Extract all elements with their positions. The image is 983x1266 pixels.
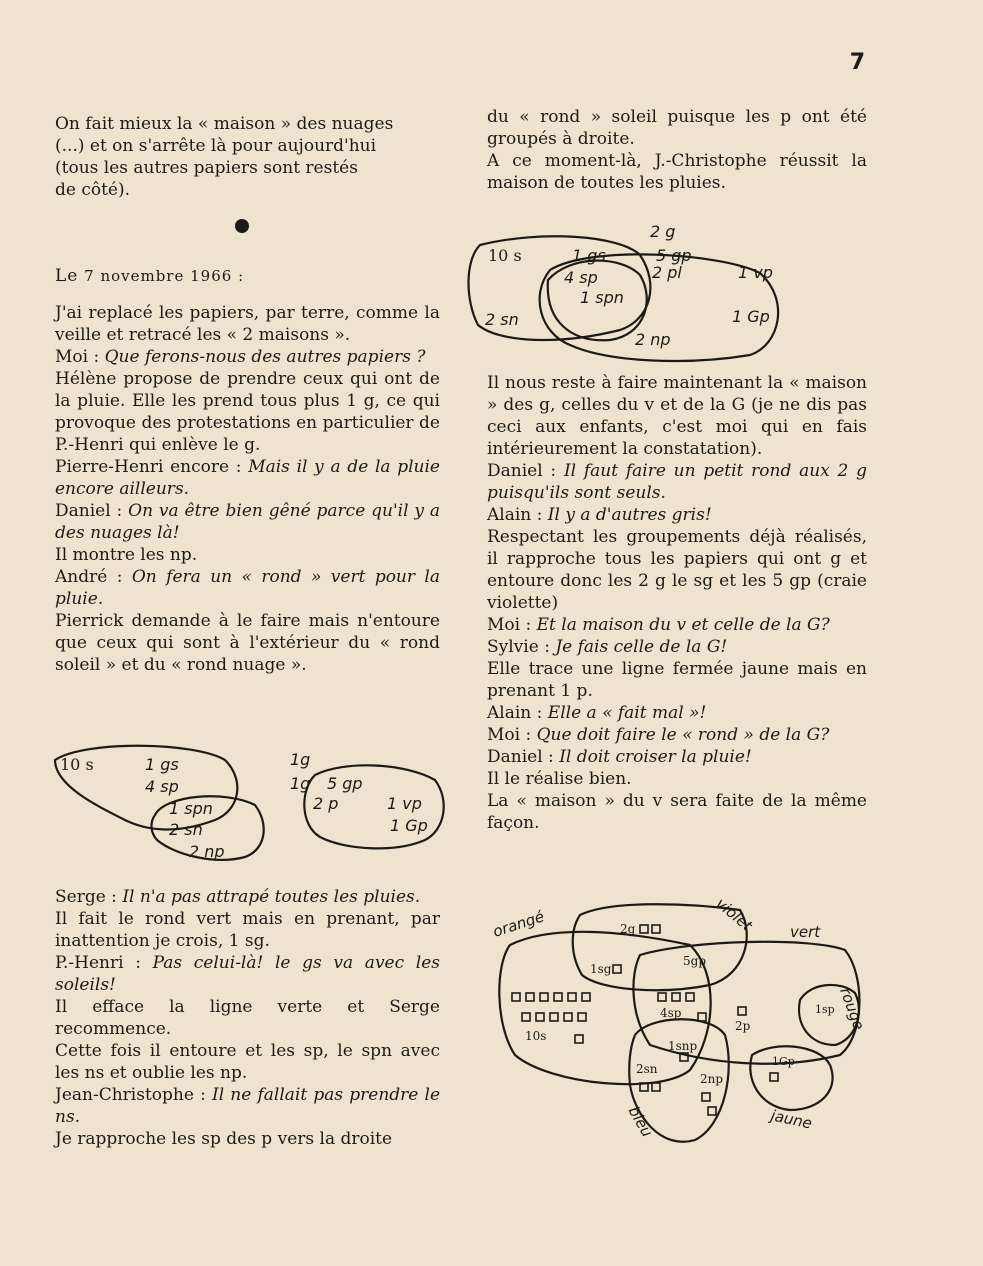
label: 10 s bbox=[488, 246, 522, 265]
label: 1 vp bbox=[738, 263, 773, 282]
dialogue-sylvie bbox=[487, 636, 867, 658]
speaker: Daniel : bbox=[55, 501, 123, 521]
label: 2 np bbox=[189, 842, 225, 861]
violet-set bbox=[573, 904, 747, 990]
speech: Il n'a pas attrapé toutes les pluies. bbox=[122, 887, 421, 907]
label: 5gp bbox=[683, 954, 706, 968]
speaker: Pierre-Henri encore : bbox=[55, 457, 242, 477]
right-body-upper bbox=[487, 106, 867, 194]
speech: On va être bien gêné parce qu'il y a des nuages là! bbox=[55, 501, 441, 543]
dialogue-daniel-1 bbox=[55, 500, 440, 544]
paragraph-efface: Il efface la ligne verte et Serge recommence. bbox=[55, 997, 440, 1039]
speaker: André : bbox=[55, 567, 123, 587]
paragraph-respectant: Respectant les groupements déjà réalisés, il rapproche tous les papiers qui ont g et entoure donc les 2 g le sg et les 5 gp (craie violette) bbox=[487, 527, 867, 613]
paragraph-maison-v: La « maison » du v sera faite de la même façon. bbox=[487, 791, 867, 833]
speaker: Moi : bbox=[487, 615, 532, 635]
label: 2p bbox=[735, 1019, 751, 1033]
label: 1 spn bbox=[580, 288, 624, 307]
label: 2 g bbox=[650, 222, 676, 241]
label: 10s bbox=[525, 1029, 547, 1043]
paragraph-montre: Il montre les np. bbox=[55, 545, 198, 565]
paragraph-helene: Hélène propose de prendre ceux qui ont de la pluie. Elle les prend tous plus 1 g, ce qui provoque des protestations en particulier de P.-Henri qui enlève le g. bbox=[55, 369, 440, 455]
speech: Il y a d'autres gris! bbox=[547, 505, 712, 525]
speaker: Daniel : bbox=[487, 461, 557, 481]
dialogue-andre bbox=[55, 566, 440, 610]
speaker: Serge : bbox=[55, 887, 117, 907]
intro-line-4: de côté). bbox=[55, 180, 131, 200]
dialogue-serge bbox=[55, 886, 440, 908]
paragraph-pierrick: Pierrick demande à le faire mais n'entoure que ceux qui sont à l'extérieur du « rond soleil » et du « rond nuage ». bbox=[55, 611, 440, 675]
set-label-green: vert bbox=[790, 923, 821, 941]
label: 2 np bbox=[635, 330, 671, 349]
label: 1 vp bbox=[387, 794, 422, 813]
paragraph-elle-trace: Elle trace une ligne fermée jaune mais en prenant 1 p. bbox=[487, 659, 867, 701]
label: 1 Gp bbox=[390, 816, 428, 835]
date-heading bbox=[55, 266, 244, 286]
label: 1 gs bbox=[572, 246, 606, 265]
page-number: 7 bbox=[849, 50, 865, 75]
set-label-yellow: jaune bbox=[769, 1106, 814, 1133]
label: 1sp bbox=[815, 1003, 835, 1016]
label: 1 Gp bbox=[732, 307, 770, 326]
speech: Je fais celle de la G! bbox=[555, 637, 728, 657]
dialogue-pierre-henri bbox=[55, 456, 440, 500]
dialogue-moi-2 bbox=[487, 614, 867, 636]
speech: Il ne fallait pas prendre le ns. bbox=[55, 1085, 441, 1127]
speaker: Moi : bbox=[487, 725, 532, 745]
paragraph-realise: Il le réalise bien. bbox=[487, 769, 632, 789]
paragraph-cette-fois: Cette fois il entoure et les sp, le spn avec les ns et oublie les np. bbox=[55, 1041, 440, 1083]
speech: Que ferons-nous des autres papiers ? bbox=[104, 347, 426, 367]
left-body-upper bbox=[55, 302, 440, 676]
dialogue-moi-1 bbox=[55, 346, 440, 368]
paragraph-du-rond: du « rond » soleil puisque les p ont été groupés à droite. bbox=[487, 107, 867, 149]
set-label-blue: bleu bbox=[624, 1103, 657, 1141]
paragraph-jc-reussit: A ce moment-là, J.-Christophe réussit la maison de toutes les pluies. bbox=[487, 151, 867, 193]
speech: Pas celui-là! le gs va avec les soleils! bbox=[55, 953, 441, 995]
venn-diagram-rain-left bbox=[45, 740, 275, 870]
label: 1snp bbox=[668, 1039, 698, 1053]
label: 5 gp bbox=[656, 246, 692, 265]
dialogue-alain-2 bbox=[487, 702, 867, 724]
speaker: Alain : bbox=[487, 703, 543, 723]
date-text: 7 novembre 1966 : bbox=[78, 267, 245, 285]
speech: Et la maison du v et celle de la G? bbox=[536, 615, 830, 635]
label: 4 sp bbox=[564, 268, 598, 287]
dialogue-daniel-2 bbox=[487, 460, 867, 504]
label: 4sp bbox=[660, 1006, 682, 1020]
paragraph-rapproche: Je rapproche les sp des p vers la droite bbox=[55, 1129, 393, 1149]
speech: Que doit faire le « rond » de la G? bbox=[536, 725, 830, 745]
dialogue-alain-1 bbox=[487, 504, 867, 526]
label: 1sg bbox=[590, 962, 612, 976]
paragraph-rond-vert: Il fait le rond vert mais en prenant, par inattention je crois, 1 sg. bbox=[55, 909, 440, 951]
dialogue-moi-3 bbox=[487, 724, 867, 746]
venn-diagram-colors bbox=[490, 895, 890, 1155]
speech: On fera un « rond » vert pour la pluie. bbox=[55, 567, 440, 609]
label: 5 gp bbox=[327, 774, 363, 793]
dialogue-p-henri bbox=[55, 952, 440, 996]
paragraph-reste: Il nous reste à faire maintenant la « maison » des g, celles du v et de la G (je ne dis pas ceci aux enfants, c'est moi qui en fais intérieurement la constatation). bbox=[487, 373, 867, 459]
label: 10 s bbox=[60, 755, 94, 774]
speech: Il doit croiser la pluie! bbox=[559, 747, 752, 767]
intro-paragraph bbox=[55, 113, 440, 201]
dialogue-jean-christophe bbox=[55, 1084, 440, 1128]
label: 2sn bbox=[636, 1062, 658, 1076]
label: 4 sp bbox=[145, 777, 179, 796]
label: 1 gs bbox=[145, 755, 179, 774]
speaker: Moi : bbox=[55, 347, 100, 367]
label: 2 sn bbox=[169, 820, 203, 839]
intro-line-2: (...) et on s'arrête là pour aujourd'hui bbox=[55, 136, 377, 156]
venn-diagram-gray bbox=[285, 745, 455, 855]
speaker: Alain : bbox=[487, 505, 543, 525]
label: 2 sn bbox=[485, 310, 519, 329]
label: 1 spn bbox=[169, 799, 213, 818]
intro-line-3: (tous les autres papiers sont restés bbox=[55, 158, 358, 178]
label: 2np bbox=[700, 1072, 724, 1086]
label: 1Gp bbox=[772, 1055, 795, 1068]
label: 2 pl bbox=[652, 263, 682, 282]
speaker: Jean-Christophe : bbox=[55, 1085, 206, 1105]
set-label-red: rouge bbox=[836, 985, 869, 1033]
label: 1g bbox=[290, 750, 311, 769]
section-bullet bbox=[235, 219, 249, 233]
label: 2 p bbox=[313, 794, 339, 813]
left-body-lower bbox=[55, 886, 440, 1150]
speech: Il faut faire un petit rond aux 2 g puisqu'ils sont seuls. bbox=[487, 461, 868, 503]
label: 1g bbox=[290, 774, 311, 793]
speaker: Daniel : bbox=[487, 747, 554, 767]
speaker: Sylvie : bbox=[487, 637, 550, 657]
speech: Elle a « fait mal »! bbox=[547, 703, 707, 723]
intro-line-1: On fait mieux la « maison » des nuages bbox=[55, 114, 394, 134]
speech: Mais il y a de la pluie encore ailleurs. bbox=[55, 457, 440, 499]
set-label-violet: violet bbox=[712, 894, 756, 935]
dialogue-daniel-3 bbox=[487, 746, 867, 768]
right-body-lower bbox=[487, 372, 867, 834]
date-prefix: Le bbox=[55, 266, 79, 286]
speaker: P.-Henri : bbox=[55, 953, 141, 973]
paragraph-replace: J'ai replacé les papiers, par terre, comme la veille et retracé les « 2 maisons ». bbox=[55, 303, 440, 345]
set-label-orange: orangé bbox=[490, 907, 547, 941]
venn-diagram-rain-right bbox=[460, 215, 840, 375]
label: 2g bbox=[620, 922, 636, 936]
